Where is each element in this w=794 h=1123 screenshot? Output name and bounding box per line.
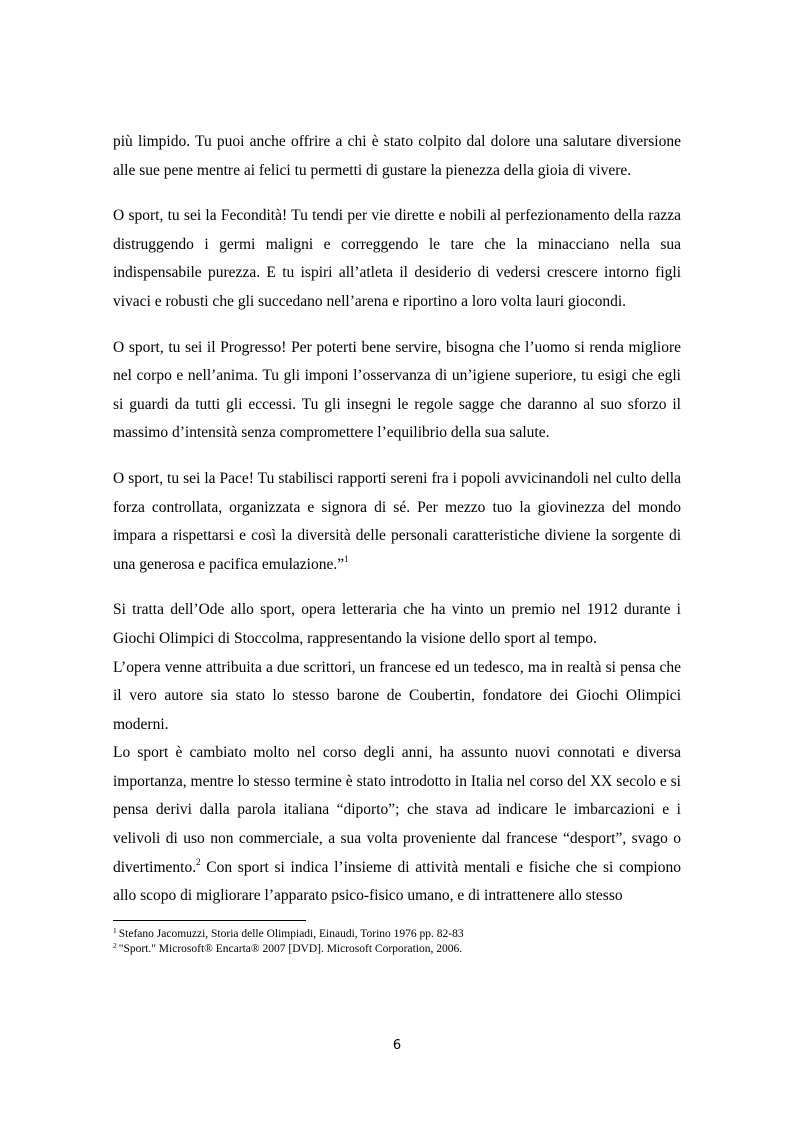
paragraph-3: O sport, tu sei il Progresso! Per poterti bene servire, bisogna che l’uomo si renda migliore nel corpo e nell’anima. Tu gli imponi l’osservanza di un’igiene superiore, tu esigi che egli si guardi da tutti gli eccessi. Tu gli insegni le regole sagge che daranno al suo sforzo il massimo d’intensità senza compromettere l’equilibrio della sua salute. [113,338,681,442]
page-number: 6 [392,1038,402,1053]
paragraph-7 [113,739,681,911]
paragraph-1: più limpido. Tu puoi anche offrire a chi è stato colpito dal dolore una salutare diversione alle sue pene mentre ai felici tu permetti di gustare la pienezza della gioia di vivere. [113,133,681,179]
footnote-marker-1: 1 [113,926,117,935]
paragraph-6: L’opera venne attribuita a due scrittori, un francese ed un tedesco, ma in realtà si pensa che il vero autore sia stato lo stesso barone de Coubertin, fondatore dei Giochi Olimpici moderni. [113,658,681,733]
paragraph-4-text: O sport, tu sei la Pace! Tu stabilisci rapporti sereni fra i popoli avvicinandoli nel culto della forza controllata, organizzata e signora di sé. Per mezzo tuo la giovinezza del mondo impara a rispettarsi e così la diversità delle personali caratteristiche diviene la sorgente di una generosa e pacifica emulazione.” [113,469,681,573]
body-text [113,128,681,911]
paragraph-2: O sport, tu sei la Fecondità! Tu tendi per vie dirette e nobili al perfezionamento della razza distruggendo i germi maligni e correggendo le tare che la minacciano nella sua indispensabile purezza. E tu ispiri all’atleta il desiderio di vedersi crescere intorno figli vivaci e robusti che gli succedano nell’arena e riportino a loro volta lauri giocondi. [113,207,681,310]
footnote-text-1: Stefano Jacomuzzi, Storia delle Olimpiadi, Einaudi, Torino 1976 pp. 82-83 [118,928,464,940]
paragraph-7-text-a: Lo sport è cambiato molto nel corso degli anni, ha assunto nuovi connotati e diversa importanza, mentre lo stesso termine è stato introdotto in Italia nel corso del XX secolo e si pensa derivi dalla parola italiana “diporto”; che stava ad indicare le imbarcazioni e i velivoli di uso non commerciale, a sua volta proveniente dal francese “desport”, svago o divertimento. [113,744,681,876]
footnotes [113,927,681,957]
paragraph-4 [113,465,681,579]
footnote-marker-2: 2 [113,941,117,950]
footnote-1 [113,927,681,942]
paragraph-5: Si tratta dell’Ode allo sport, opera letteraria che ha vinto un premio nel 1912 durante i Giochi Olimpici di Stoccolma, rappresentando la visione dello sport al tempo. [113,601,681,647]
footnote-ref-1[interactable]: 1 [344,553,349,564]
footnote-separator [113,920,306,921]
paragraph-7-text-b: Con sport si indica l’insieme di attività mentali e fisiche che si compiono allo scopo di migliorare l’apparato psico-fisico umano, e di intrattenere allo stesso [113,858,681,905]
footnote-text-2: "Sport." Microsoft® Encarta® 2007 [DVD]. Microsoft Corporation, 2006. [118,943,463,955]
footnote-2 [113,942,681,957]
footnote-ref-2[interactable]: 2 [196,856,201,867]
